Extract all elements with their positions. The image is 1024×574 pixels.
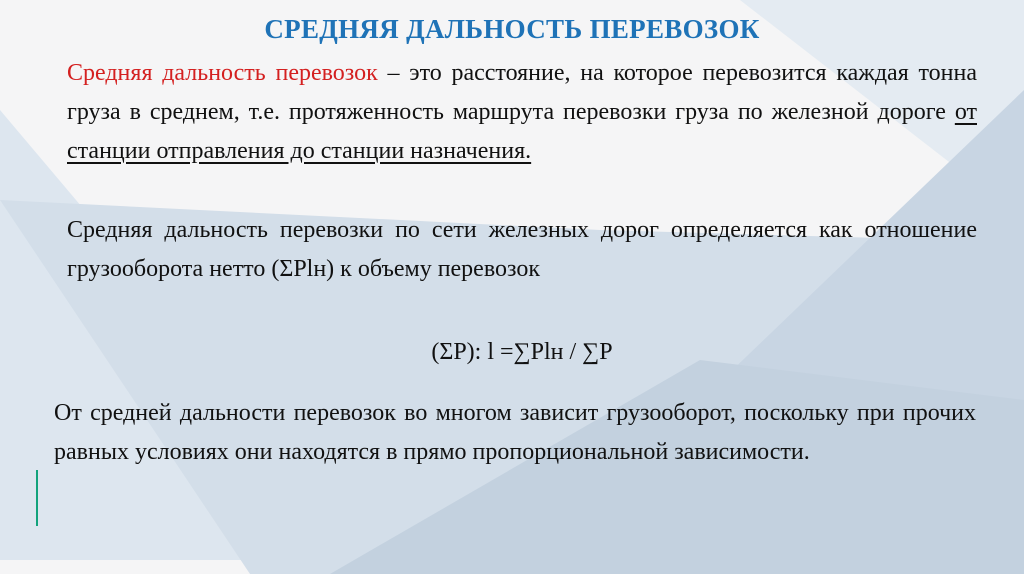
definition-underlined: от станции отправления до станции назначения. <box>67 99 977 164</box>
slide-title: СРЕДНЯЯ ДАЛЬНОСТЬ ПЕРЕВОЗОК <box>264 14 760 44</box>
definition-text: – это расстояние, на которое перевозится каждая тонна груза в среднем, т.е. протяженность маршрута перевозки груза по железной дороге <box>67 60 977 125</box>
calculation-paragraph: Средняя дальность перевозки по сети железных дорог определяется как отношение грузооборота нетто (ΣPlн) к объему перевозок <box>67 217 977 282</box>
accent-line <box>36 470 38 526</box>
definition-term: Средняя дальность перевозок <box>67 60 378 86</box>
definition-paragraph <box>67 54 977 171</box>
formula: (ΣP): l =∑Plн / ∑P <box>431 339 613 365</box>
dependency-paragraph: От средней дальности перевозок во многом зависит грузооборот, поскольку при прочих равных условиях они находятся в прямо пропорциональной зависимости. <box>54 400 976 465</box>
